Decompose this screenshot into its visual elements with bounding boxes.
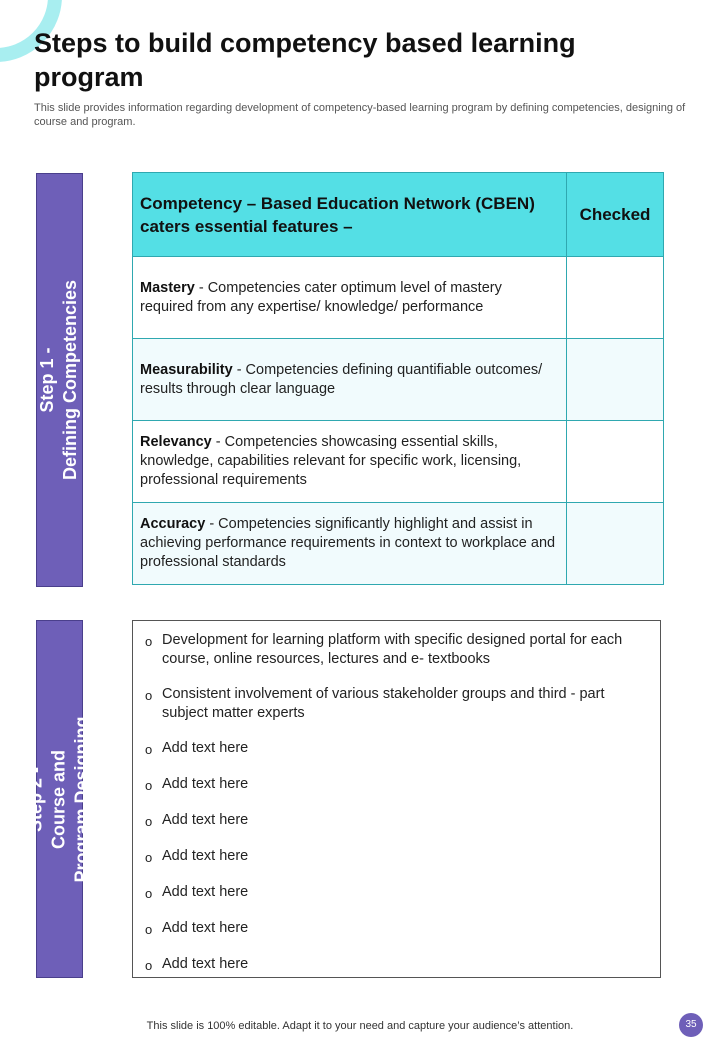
step2-label-bar	[26, 620, 92, 978]
checked-cell[interactable]	[567, 339, 664, 421]
bullet-circle-icon: o	[145, 922, 153, 937]
table-row	[133, 339, 664, 421]
page-subtitle: This slide provides information regarding development of competency-based learning program by defining competencies, designing of course and program.	[34, 102, 686, 128]
bullet-circle-icon: o	[145, 688, 153, 703]
list-item: o Add text here	[145, 956, 249, 973]
step1-label-bar	[36, 173, 83, 587]
checked-cell[interactable]	[567, 421, 664, 503]
competency-table-header	[133, 173, 664, 257]
bullet-circle-icon: o	[145, 634, 153, 649]
bullet-circle-icon: o	[145, 886, 153, 901]
list-item: o Add text here	[145, 884, 249, 901]
competency-cell: Relevancy - Competencies showcasing essential skills, knowledge, capabilities relevant for specific work, licensing, professional requirements	[133, 421, 567, 503]
list-item: o Development for learning platform with specific designed portal for each course, online resources, lectures and e- textbooks	[145, 632, 623, 667]
bullet-circle-icon: o	[145, 778, 153, 793]
list-item: o Add text here	[145, 848, 249, 865]
checked-cell[interactable]	[567, 257, 664, 339]
competency-cell: Mastery - Competencies cater optimum level of mastery required from any expertise/ knowledge/ performance	[133, 257, 567, 339]
bullet-circle-icon: o	[145, 742, 153, 757]
bullet-circle-icon: o	[145, 958, 153, 973]
table-row	[133, 421, 664, 503]
page-title: Steps to build competency based learning program	[34, 28, 576, 92]
header-checked: Checked	[567, 173, 664, 257]
list-item: o Consistent involvement of various stakeholder groups and third - part subject matter experts	[145, 686, 605, 721]
course-design-box	[132, 620, 661, 978]
bullet-circle-icon: o	[145, 850, 153, 865]
step1-label: Step 1 - Defining Competencies	[37, 279, 81, 481]
table-row	[133, 503, 664, 585]
step2-label: Step 2 - Course and Program Designing	[26, 715, 92, 883]
list-item: o Add text here	[145, 920, 249, 937]
table-row	[133, 257, 664, 339]
competency-table	[132, 172, 664, 585]
competency-cell: Accuracy - Competencies significantly highlight and assist in achieving performance requirements in context to workplace and professional standards	[133, 503, 567, 585]
course-design-list	[145, 631, 646, 975]
competency-cell: Measurability - Competencies defining quantifiable outcomes/ results through clear language	[133, 339, 567, 421]
page-number-badge: 35	[679, 1013, 703, 1037]
bullet-circle-icon: o	[145, 814, 153, 829]
checked-cell[interactable]	[567, 503, 664, 585]
footer-note: This slide is 100% editable. Adapt it to your need and capture your audience’s attention.	[146, 1020, 574, 1032]
list-item: o Add text here	[145, 812, 249, 829]
list-item: o Add text here	[145, 740, 249, 757]
header-features: Competency – Based Education Network (CBEN) caters essential features –	[133, 173, 567, 257]
list-item: o Add text here	[145, 776, 249, 793]
